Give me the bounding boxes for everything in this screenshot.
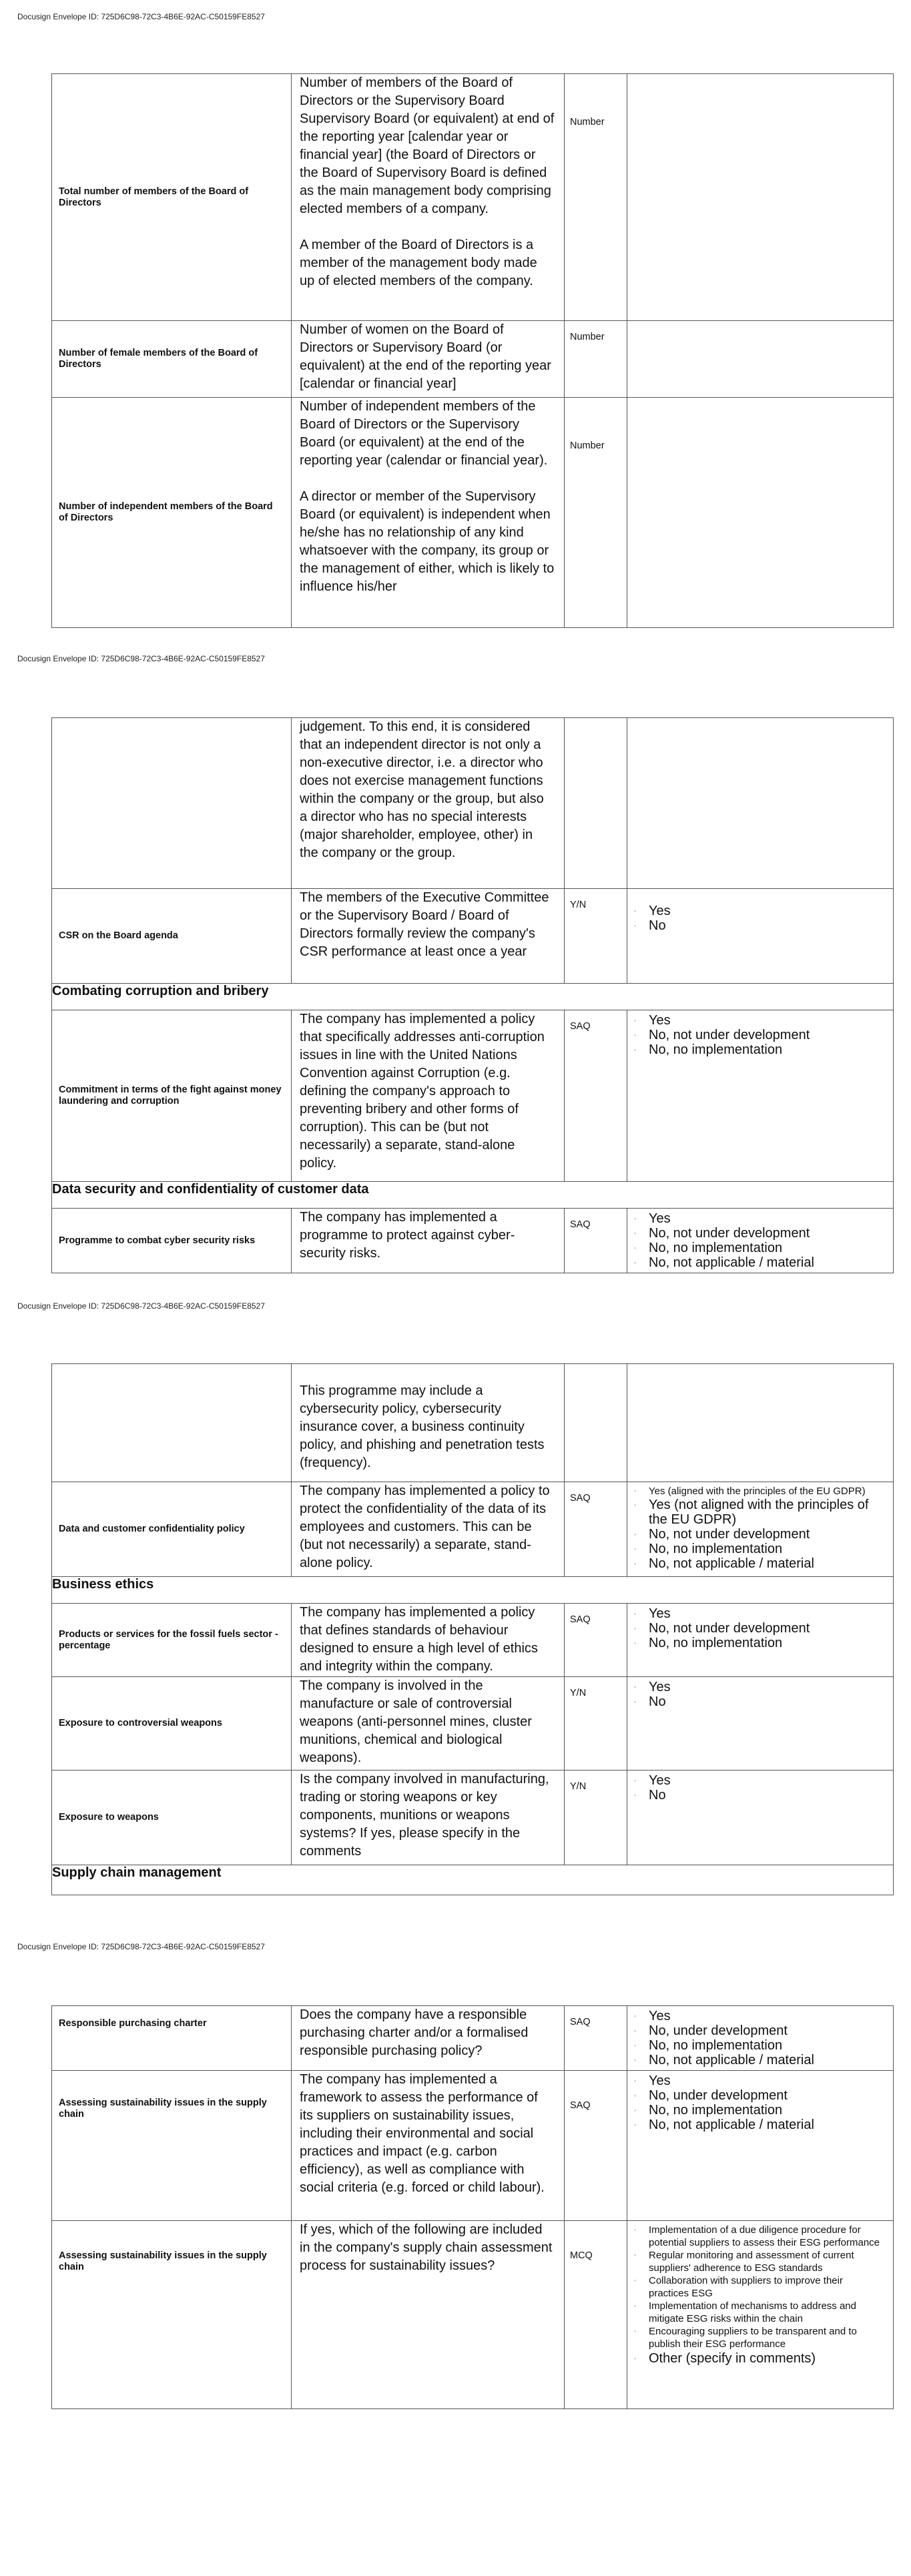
option-no-not-under-development[interactable] [634, 1028, 889, 1042]
answer-cell [627, 1010, 894, 1182]
option-no[interactable] [634, 1694, 889, 1709]
option-label: Yes [649, 904, 671, 918]
table-row [52, 2006, 894, 2071]
answer-cell[interactable] [627, 74, 894, 321]
envelope-id: Docusign Envelope ID: 725D6C98-72C3-4B6E-92AC-C50159FE8527 [17, 1942, 265, 1951]
option-label: No [649, 1694, 666, 1709]
option-label: Collaboration with suppliers to improve their practices ESG [649, 2275, 843, 2299]
bullet-icon: ◦ [634, 2302, 637, 2309]
answer-cell [627, 2071, 894, 2221]
option-label: Yes [649, 1773, 671, 1788]
option-label: Implementation of a due diligence procedure for potential suppliers to assess their ESG performance [649, 2224, 880, 2248]
bullet-icon: ◦ [634, 1546, 637, 1552]
answer-cell [627, 1770, 894, 1865]
row-type: Number [570, 117, 605, 127]
option-label: No, not under development [649, 1527, 810, 1542]
option-label: No, not applicable / material [649, 2118, 814, 2132]
option-yes[interactable] [634, 904, 889, 918]
option-no-not-applicable[interactable] [634, 1255, 889, 1270]
row-type: SAQ [570, 2100, 591, 2111]
row-definition: The company has implemented a policy to protect the confidentiality of the data of its employees and customers. This can be (but not necessarily) a separate, stand-alone policy. [300, 1484, 554, 1570]
row-type: SAQ [570, 2017, 591, 2027]
section-header: Data security and confidentiality of customer data [52, 1182, 894, 1209]
row-type: Y/N [570, 900, 587, 910]
bullet-icon: ◦ [634, 1032, 637, 1038]
row-label: Total number of members of the Board of Directors [59, 186, 249, 208]
row-definition: Does the company have a responsible purchasing charter and/or a formalised responsible purchasing policy? [300, 2007, 532, 2058]
row-definition: Is the company involved in manufacturing, trading or storing weapons or key components, munitions or weapons systems? If yes, please specify in the comments [300, 1772, 553, 1859]
row-label: Number of independent members of the Board of Directors [59, 501, 273, 523]
bullet-icon: ◦ [634, 1625, 637, 1632]
option-label: No, no implementation [649, 1542, 783, 1556]
option-yes[interactable] [634, 1211, 889, 1226]
table-row [52, 1677, 894, 1770]
bullet-icon: ◦ [634, 2355, 637, 2362]
answer-cell[interactable] [627, 1364, 894, 1482]
option-yes[interactable] [634, 1606, 889, 1621]
section-row [52, 1577, 894, 1604]
row-definition: The company has implemented a policy that defines standards of behaviour designed to ensure a high level of ethics and integrity within the company. [300, 1605, 542, 1674]
option-no-no-implementation[interactable] [634, 2103, 889, 2118]
row-label: Number of female members of the Board of Directors [59, 348, 258, 370]
table-row [52, 1482, 894, 1577]
answer-cell [627, 1209, 894, 1273]
section-header: Supply chain management [52, 1865, 894, 1895]
option-no-under-development[interactable] [634, 2023, 889, 2038]
option-no-not-applicable[interactable] [634, 2118, 889, 2132]
option-no-no-implementation[interactable] [634, 2038, 889, 2053]
bullet-icon: ◦ [634, 1502, 637, 1508]
bullet-icon: ◦ [634, 2252, 637, 2258]
row-label: CSR on the Board agenda [59, 930, 178, 941]
row-definition: Number of independent members of the Board of Directors or the Supervisory Board (or equivalent) at the end of the reporting year (calendar or financial year). A director or member of the Supervisory Board (or equivalent) is independent when he/she has no relationship of any kind whatsoever with the company, its group or the management of either, which is likely to influence his/her [300, 399, 555, 594]
bullet-icon: ◦ [634, 1777, 637, 1784]
option-label: Yes [649, 1606, 671, 1621]
bullet-icon: ◦ [634, 1488, 637, 1494]
bullet-icon: ◦ [634, 2092, 637, 2099]
row-type [565, 1364, 627, 1377]
option-label: Yes (not aligned with the principles of the EU GDPR) [649, 1498, 869, 1527]
option-yes-gdpr-not-aligned[interactable] [634, 1498, 889, 1527]
row-label: Commitment in terms of the fight against money laundering and corruption [59, 1084, 282, 1106]
option-other[interactable] [634, 2350, 884, 2366]
option-label: No, under development [649, 2023, 788, 2038]
bullet-icon: ◦ [634, 1792, 637, 1799]
option-no-not-applicable[interactable] [634, 2053, 889, 2067]
answer-cell [627, 1677, 894, 1770]
option-no-not-under-development[interactable] [634, 1226, 889, 1241]
option-no-no-implementation[interactable] [634, 1042, 889, 1057]
bullet-icon: ◦ [634, 1698, 637, 1705]
row-type: Number [570, 440, 605, 451]
row-definition: The company has implemented a policy that specifically addresses anti-corruption issues in line with the United Nations Convention against Corruption (e.g. defining the company's approach to preventing bribery and other forms of corruption). This can be (but not necessarily) a separate, stand-alone policy. [300, 1012, 549, 1171]
option-yes[interactable] [634, 2073, 889, 2088]
row-label: Exposure to controversial weapons [59, 1718, 222, 1728]
section-row [52, 1865, 894, 1895]
option-no[interactable] [634, 918, 889, 933]
option-no[interactable] [634, 1788, 889, 1803]
envelope-id: Docusign Envelope ID: 725D6C98-72C3-4B6E-92AC-C50159FE8527 [17, 654, 265, 663]
option-label: Yes [649, 1211, 671, 1226]
option-label: Yes [649, 1013, 671, 1028]
row-label [52, 799, 291, 808]
option-label: No, under development [649, 2088, 788, 2103]
bullet-icon: ◦ [634, 1215, 637, 1222]
option-collaboration[interactable] [634, 2274, 884, 2300]
row-definition: judgement. To this end, it is considered that an independent director is not only a non-executive director, i.e. a director who does not exercise management functions within the company or the group, but also a director who has no special interests (major shareholder, employee, other) in the company or the group. [300, 719, 548, 860]
bullet-icon: ◦ [634, 908, 637, 914]
row-label: Programme to combat cyber security risks [59, 1235, 256, 1246]
option-label: No, no implementation [649, 2103, 783, 2118]
table-page-2 [51, 717, 894, 1273]
option-yes[interactable] [634, 1773, 889, 1788]
table-row [52, 1010, 894, 1182]
table-row [52, 889, 894, 984]
table-row [52, 398, 894, 628]
row-label: Products or services for the fossil fuels sector - percentage [59, 1628, 278, 1651]
answer-cell [627, 1482, 894, 1577]
bullet-icon: ◦ [634, 1046, 637, 1053]
row-definition: The company has implemented a framework to assess the performance of its suppliers on sustainability issues, including their environmental and social practices and impact (e.g. carbon efficiency), as well as compliance with social criteria (e.g. forced or child labour). [300, 2072, 545, 2195]
answer-cell [627, 2006, 894, 2071]
table-row [52, 1209, 894, 1273]
row-label: Assessing sustainability issues in the supply chain [59, 2250, 267, 2272]
option-label: No, no implementation [649, 1241, 783, 1255]
option-yes[interactable] [634, 2009, 889, 2023]
row-definition: If yes, which of the following are included in the company's supply chain assessment process for sustainability issues? [300, 2222, 557, 2273]
bullet-icon: ◦ [634, 1684, 637, 1690]
table-row [52, 2221, 894, 2409]
option-label: No, not under development [649, 1621, 810, 1636]
bullet-icon: ◦ [634, 2107, 637, 2114]
row-type: SAQ [570, 1614, 591, 1625]
option-no-no-implementation[interactable] [634, 1636, 889, 1650]
option-label: Yes [649, 1680, 671, 1694]
section-row [52, 984, 894, 1010]
table-row [52, 1604, 894, 1677]
bullet-icon: ◦ [634, 2226, 637, 2233]
bullet-icon: ◦ [634, 1017, 637, 1024]
option-label: Implementation of mechanisms to address and mitigate ESG risks within the chain [649, 2300, 856, 2324]
row-type [565, 718, 627, 731]
table-row [52, 74, 894, 321]
option-label: No, not applicable / material [649, 2053, 814, 2067]
option-label: No, no implementation [649, 1636, 783, 1650]
bullet-icon: ◦ [634, 1640, 637, 1646]
option-no-under-development[interactable] [634, 2088, 889, 2103]
bullet-icon: ◦ [634, 1560, 637, 1567]
bullet-icon: ◦ [634, 2013, 637, 2019]
row-label: Assessing sustainability issues in the supply chain [59, 2098, 267, 2120]
option-label: No, not applicable / material [649, 1255, 814, 1270]
bullet-icon: ◦ [634, 2042, 637, 2049]
section-header: Combating corruption and bribery [52, 984, 894, 1010]
table-row [52, 321, 894, 398]
row-type: Y/N [570, 1781, 587, 1792]
answer-cell [627, 889, 894, 984]
section-row [52, 1182, 894, 1209]
row-label: Data and customer confidentiality policy [59, 1524, 245, 1534]
option-no-not-under-development[interactable] [634, 1621, 889, 1636]
option-label: Regular monitoring and assessment of current suppliers' adherence to ESG standards [649, 2250, 854, 2274]
row-type: Y/N [570, 1688, 587, 1698]
bullet-icon: ◦ [634, 2277, 637, 2284]
row-type: MCQ [570, 2250, 593, 2261]
row-definition: The company is involved in the manufacture or sale of controversial weapons (anti-personnel mines, cluster munitions, chemical and biological weapons). [300, 1678, 536, 1765]
row-label: Responsible purchasing charter [59, 2018, 207, 2029]
option-yes[interactable] [634, 1013, 889, 1028]
bullet-icon: ◦ [634, 1230, 637, 1237]
table-row [52, 718, 894, 889]
answer-cell[interactable] [627, 321, 894, 398]
row-definition: Number of women on the Board of Directors or Supervisory Board (or equivalent) at the end of the reporting year [calendar or financial year] [300, 322, 555, 391]
option-no-no-implementation[interactable] [634, 1241, 889, 1255]
option-risk-mechanisms[interactable] [634, 2300, 884, 2325]
row-type: Number [570, 332, 605, 342]
row-label: Exposure to weapons [59, 1812, 159, 1823]
option-label: Yes (aligned with the principles of the EU GDPR) [649, 1486, 866, 1497]
option-yes-gdpr-aligned[interactable] [634, 1485, 889, 1498]
section-header: Business ethics [52, 1577, 894, 1604]
option-label: No, not under development [649, 1028, 810, 1042]
table-page-3 [51, 1363, 894, 1895]
option-label: No, no implementation [649, 2038, 783, 2053]
table-page-1 [51, 73, 894, 628]
row-label [52, 1419, 291, 1427]
table-page-4 [51, 2005, 894, 2409]
envelope-id: Docusign Envelope ID: 725D6C98-72C3-4B6E-92AC-C50159FE8527 [17, 1301, 265, 1311]
option-no-no-implementation[interactable] [634, 1542, 889, 1556]
option-label: Yes [649, 2073, 671, 2088]
row-type: SAQ [570, 1219, 591, 1230]
option-due-diligence[interactable] [634, 2224, 884, 2249]
option-no-not-applicable[interactable] [634, 1556, 889, 1571]
option-label: Encouraging suppliers to be transparent and to publish their ESG performance [649, 2326, 857, 2350]
bullet-icon: ◦ [634, 1259, 637, 1266]
table-row [52, 2071, 894, 2221]
option-regular-monitoring[interactable] [634, 2249, 884, 2274]
option-label: No [649, 918, 666, 933]
row-definition: This programme may include a cybersecurity policy, cybersecurity insurance cover, a business continuity policy, and phishing and penetration tests (frequency). [300, 1383, 545, 1470]
option-label: No, no implementation [649, 1042, 783, 1057]
row-type: SAQ [570, 1493, 591, 1504]
answer-cell [627, 1604, 894, 1677]
bullet-icon: ◦ [634, 2122, 637, 2128]
option-label: Other (specify in comments) [649, 2351, 816, 2366]
bullet-icon: ◦ [634, 2077, 637, 2084]
row-type: SAQ [570, 1021, 591, 1032]
option-label: No, not under development [649, 1226, 810, 1241]
option-label: No [649, 1788, 666, 1803]
bullet-icon: ◦ [634, 1531, 637, 1538]
option-label: No, not applicable / material [649, 1556, 814, 1571]
table-row [52, 1770, 894, 1865]
answer-cell[interactable] [627, 718, 894, 889]
bullet-icon: ◦ [634, 2057, 637, 2063]
answer-cell [627, 2221, 894, 2409]
bullet-icon: ◦ [634, 922, 637, 929]
option-no-not-under-development[interactable] [634, 1527, 889, 1542]
row-definition: Number of members of the Board of Directors or the Supervisory Board Supervisory Board (or equivalent) at end of the reporting year [calendar year or financial year] (the Board of Directors or the Board of Supervisory Board is defined as the main management body comprising elected members of a company. A member of the Board of Directors is a member of the management body made up of elected members of the company. [300, 75, 555, 288]
table-row [52, 1364, 894, 1482]
row-definition: The company has implemented a programme to protect against cyber-security risks. [300, 1210, 515, 1261]
bullet-icon: ◦ [634, 1610, 637, 1617]
option-label: Yes [649, 2009, 671, 2023]
option-yes[interactable] [634, 1680, 889, 1694]
answer-cell[interactable] [627, 398, 894, 628]
bullet-icon: ◦ [634, 1245, 637, 1251]
bullet-icon: ◦ [634, 2027, 637, 2034]
envelope-id: Docusign Envelope ID: 725D6C98-72C3-4B6E-92AC-C50159FE8527 [17, 12, 265, 21]
option-transparency[interactable] [634, 2325, 884, 2350]
row-definition: The members of the Executive Committee or the Supervisory Board / Board of Directors formally review the company's CSR performance at least once a year [300, 890, 553, 959]
bullet-icon: ◦ [634, 2328, 637, 2334]
